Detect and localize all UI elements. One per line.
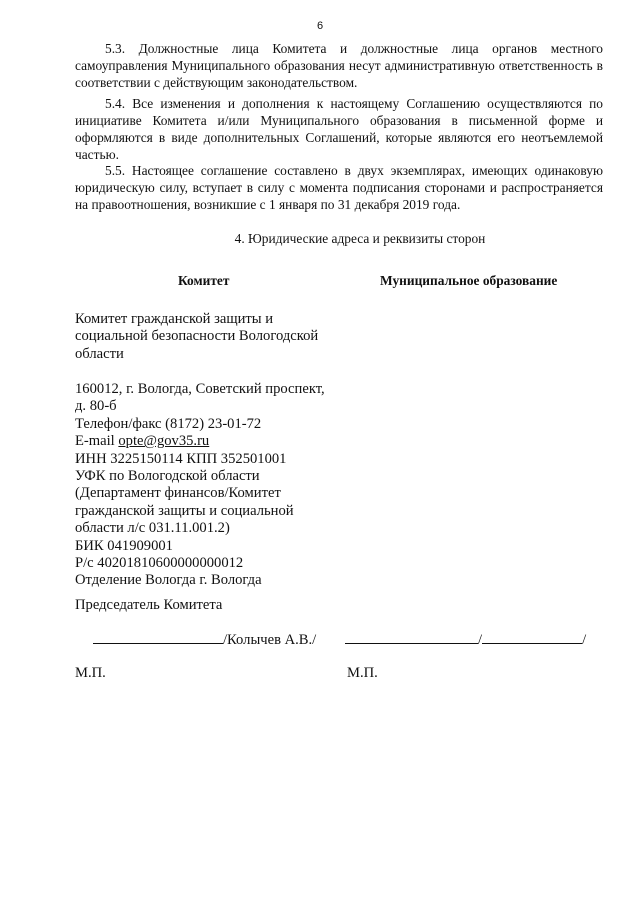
- ufk-line: (Департамент финансов/Комитет: [75, 485, 281, 502]
- clause-5-5: 5.5. Настоящее соглашение составлено в двух экземплярах, имеющих одинаковую юридическую силу, вступает в силу с момента подписания сторонами и распространяется на правоотношения, возникшие с 1 января по 31 декабря 2019 года.: [75, 163, 603, 212]
- bank-account: Р/с 40201810600000000012: [75, 555, 244, 572]
- committee-name: [75, 311, 345, 363]
- signature-right: [345, 630, 586, 649]
- stamp-label-left: М.П.: [75, 665, 106, 681]
- signature-line: [93, 630, 223, 644]
- signature-slash: /: [478, 632, 483, 648]
- bik: БИК 041909001: [75, 537, 173, 554]
- party-municipality-heading: Муниципальное образование: [380, 273, 558, 288]
- inn-kpp: ИНН 3225150114 КПП 352501001: [75, 450, 287, 467]
- signature-name-left: /Колычев А.В./: [223, 632, 317, 648]
- email-link[interactable]: opte@gov35.ru: [118, 433, 210, 450]
- stamp-label-right: М.П.: [347, 665, 378, 681]
- chairman-label: Председатель Комитета: [75, 597, 223, 613]
- clause-5-3: 5.3. Должностные лица Комитета и должностные лица органов местного самоуправления Муниципального образования несут административную ответственность в соответствии с действующим законодательством.: [75, 41, 603, 90]
- bank-branch: Отделение Вологда г. Вологда: [75, 572, 262, 589]
- committee-name-line: Комитет гражданской защиты и: [75, 311, 274, 327]
- signature-slash: /: [582, 632, 587, 648]
- ufk-line: гражданской защиты и социальной: [75, 502, 294, 519]
- email-row: [75, 433, 345, 450]
- page-number: 6: [316, 20, 324, 32]
- committee-requisites: [75, 381, 345, 590]
- committee-name-line: области: [75, 345, 124, 362]
- section-title: 4. Юридические адреса и реквизиты сторон: [234, 231, 486, 246]
- signature-left: [93, 630, 316, 649]
- email-label: E-mail: [75, 433, 119, 450]
- ufk-line: области л/с 031.11.001.2): [75, 520, 230, 537]
- signature-name-line: [482, 630, 582, 644]
- address-line: 160012, г. Вологда, Советский проспект,: [75, 381, 325, 397]
- clause-5-4: 5.4. Все изменения и дополнения к настоящему Соглашению осуществляются по инициативе Комитета и/или Муниципального образования в письменной форме и оформляются в виде дополнительных Соглашений, которые являются его неотъемлемой частью.: [75, 96, 603, 162]
- committee-name-line: социальной безопасности Вологодской: [75, 328, 319, 345]
- address-line: д. 80-б: [75, 398, 117, 415]
- signature-line: [345, 630, 478, 644]
- phone-fax: Телефон/факс (8172) 23-01-72: [75, 415, 262, 432]
- party-committee-heading: Комитет: [178, 273, 230, 288]
- ufk-line: УФК по Вологодской области: [75, 468, 260, 485]
